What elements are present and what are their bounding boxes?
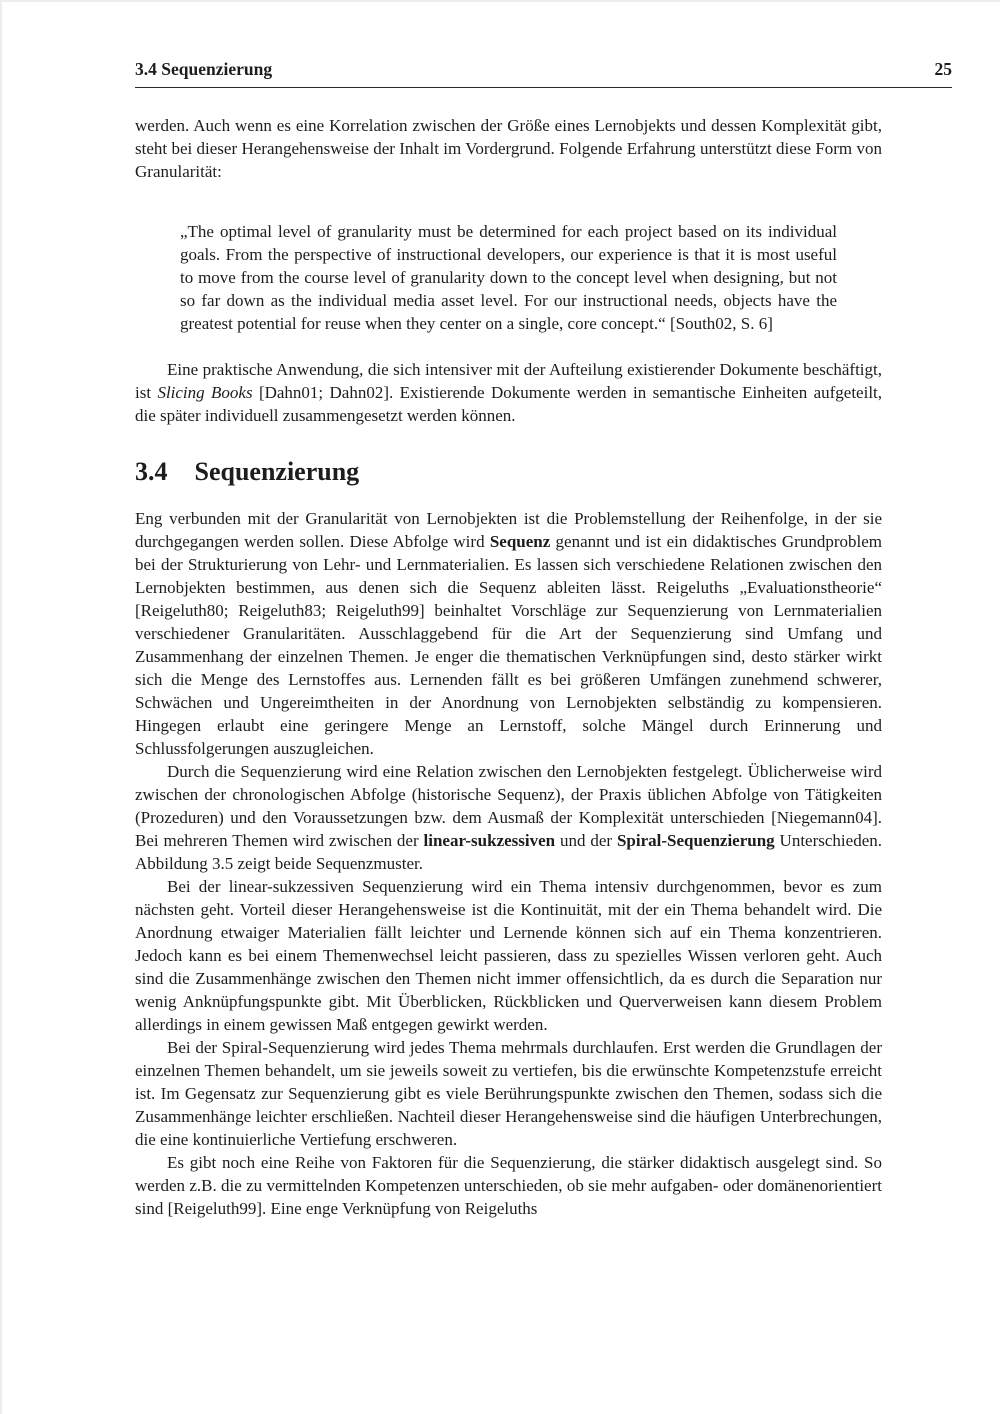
section-number: 3.4 [135, 457, 168, 486]
body-paragraph [135, 1036, 882, 1151]
text-run: Eine praktische Anwendung, die sich intensiver mit der Aufteilung existierender Dokumente beschäftigt, ist [135, 360, 882, 402]
body-paragraph [135, 358, 882, 427]
page-body [135, 114, 882, 1220]
text-run: Bei der linear-sukzessiven Sequenzierung wird ein Thema intensiv durchgenommen, bevor es zum nächsten geht. Vorteil dieser Herangehensweise ist die Kontinuität, mit der ein Thema behandelt wird. Die Anordnung etwaiger Materialien fällt leichter und Lernende können sich auf ein Thema konzentrieren. Jedoch kann es bei einem Themenwechsel leicht passieren, dass zu spezielles Wissen verloren geht. Auch sind die Zusammenhänge zwischen den Themen nicht immer offensichtlich, da es durch die Separation nur wenig Anknüpfungspunkte gibt. Mit Überblicken, Rückblicken und Querverweisen kann diesem Problem allerdings in einem gewissen Maß entgegen gewirkt werden. [135, 877, 882, 1034]
text-run: Durch die Sequenzierung wird eine Relation zwischen den Lernobjekten festgelegt. Üblicherweise wird zwischen der chronologischen Abfolge (historische Sequenz), der Praxis üblichen Abfolge von Tätigkeiten (Prozeduren) und den Voraussetzungen bzw. dem Ausmaß der Komplexität unterschieden [Niegemann04]. Bei mehreren Themen wird zwischen der [135, 762, 882, 850]
body-paragraph [135, 875, 882, 1036]
body-paragraph [135, 1151, 882, 1220]
text-run: genannt und ist ein didaktisches Grundproblem bei der Strukturierung von Lehr- und Lernmaterialien. Es lassen sich verschiedene Relationen zwischen den Lernobjekten bestimmen, aus denen sich die Sequenz ableiten lässt. Reigeluths „Evaluationstheorie“ [Reigeluth80; Reigeluth83; Reigeluth99] beinhaltet Vorschläge zur Sequenzierung von Lernmaterialien verschiedener Granularitäten. Ausschlaggebend für die Art der Sequenzierung sind Umfang und Zusammenhang der einzelnen Themen. Je enger die thematischen Verknüpfungen sind, desto stärker wirkt sich die Menge des Lernstoffes aus. Lernenden fällt es bei größeren Umfängen zunehmend schwerer, Schwächen und Ungereimtheiten in der Anordnung von Lernobjekten selbständig zu kompensieren. Hingegen erlaubt eine geringere Menge an Lernstoff, solche Mängel durch Erinnerung und Schlussfolgerungen auszugleichen. [135, 532, 882, 758]
emphasis-run: Slicing Books [157, 383, 253, 402]
body-paragraph [135, 760, 882, 875]
text-run: Bei der Spiral-Sequenzierung wird jedes Thema mehrmals durchlaufen. Erst werden die Grundlagen der einzelnen Themen behandelt, um sie jeweils soweit zu vertiefen, bis die erwünschte Kompetenzstufe erreicht ist. Im Gegensatz zur Sequenzierung gibt es viele Berührungspunkte zwischen den Themen, sodass sich die Zusammenhänge leichter erschließen. Nachteil dieser Herangehensweise sind die häufigen Unterbrechungen, die eine kontinuierliche Vertiefung erschweren. [135, 1038, 882, 1149]
running-header [135, 59, 952, 88]
text-run: werden. Auch wenn es eine Korrelation zwischen der Größe eines Lernobjekts und dessen Komplexität gibt, steht bei dieser Herangehensweise der Inhalt im Vordergrund. Folgende Erfahrung unterstützt diese Form von Granularität: [135, 116, 882, 181]
emphasis-run: Spiral-Sequenzierung [616, 831, 775, 850]
text-run: „The optimal level of granularity must be determined for each project based on its individual goals. From the perspective of instructional developers, our experience is that it is most useful to move from the course level of granularity down to the concept level when designing, but not so far down as the individual media asset level. For our instructional needs, objects have the greatest potential for reuse when they center on a single, core concept.“ [South02, S. 6] [180, 222, 837, 333]
text-run: [Dahn01; Dahn02]. Existierende Dokumente werden in semantische Einheiten aufgeteilt, die später individuell zusammengesetzt werden können. [135, 383, 883, 425]
section-title: Sequenzierung [194, 457, 360, 486]
text-run: und der [555, 831, 617, 850]
text-run: Unterschieden. Abbildung 3.5 zeigt beide Sequenzmuster. [135, 831, 882, 873]
running-head-section-title: 3.4 Sequenzierung [135, 59, 273, 79]
body-paragraph [135, 114, 882, 183]
emphasis-run: Sequenz [489, 532, 551, 551]
text-run: Eng verbunden mit der Granularität von Lernobjekten ist die Problemstellung der Reihenfolge, in der sie durchgegangen werden sollen. Diese Abfolge wird [135, 509, 882, 551]
section-heading [135, 457, 882, 487]
emphasis-run: linear-sukzessiven [423, 831, 556, 850]
page-number: 25 [934, 59, 952, 79]
body-paragraph [135, 507, 882, 760]
text-run: Es gibt noch eine Reihe von Faktoren für die Sequenzierung, die stärker didaktisch ausgelegt sind. So werden z.B. die zu vermittelnden Kompetenzen unterschieden, ob sie mehr aufgaben- oder domänenorientiert sind [Reigeluth99]. Eine enge Verknüpfung von Reigeluths [135, 1153, 882, 1218]
block-quote [180, 220, 837, 335]
